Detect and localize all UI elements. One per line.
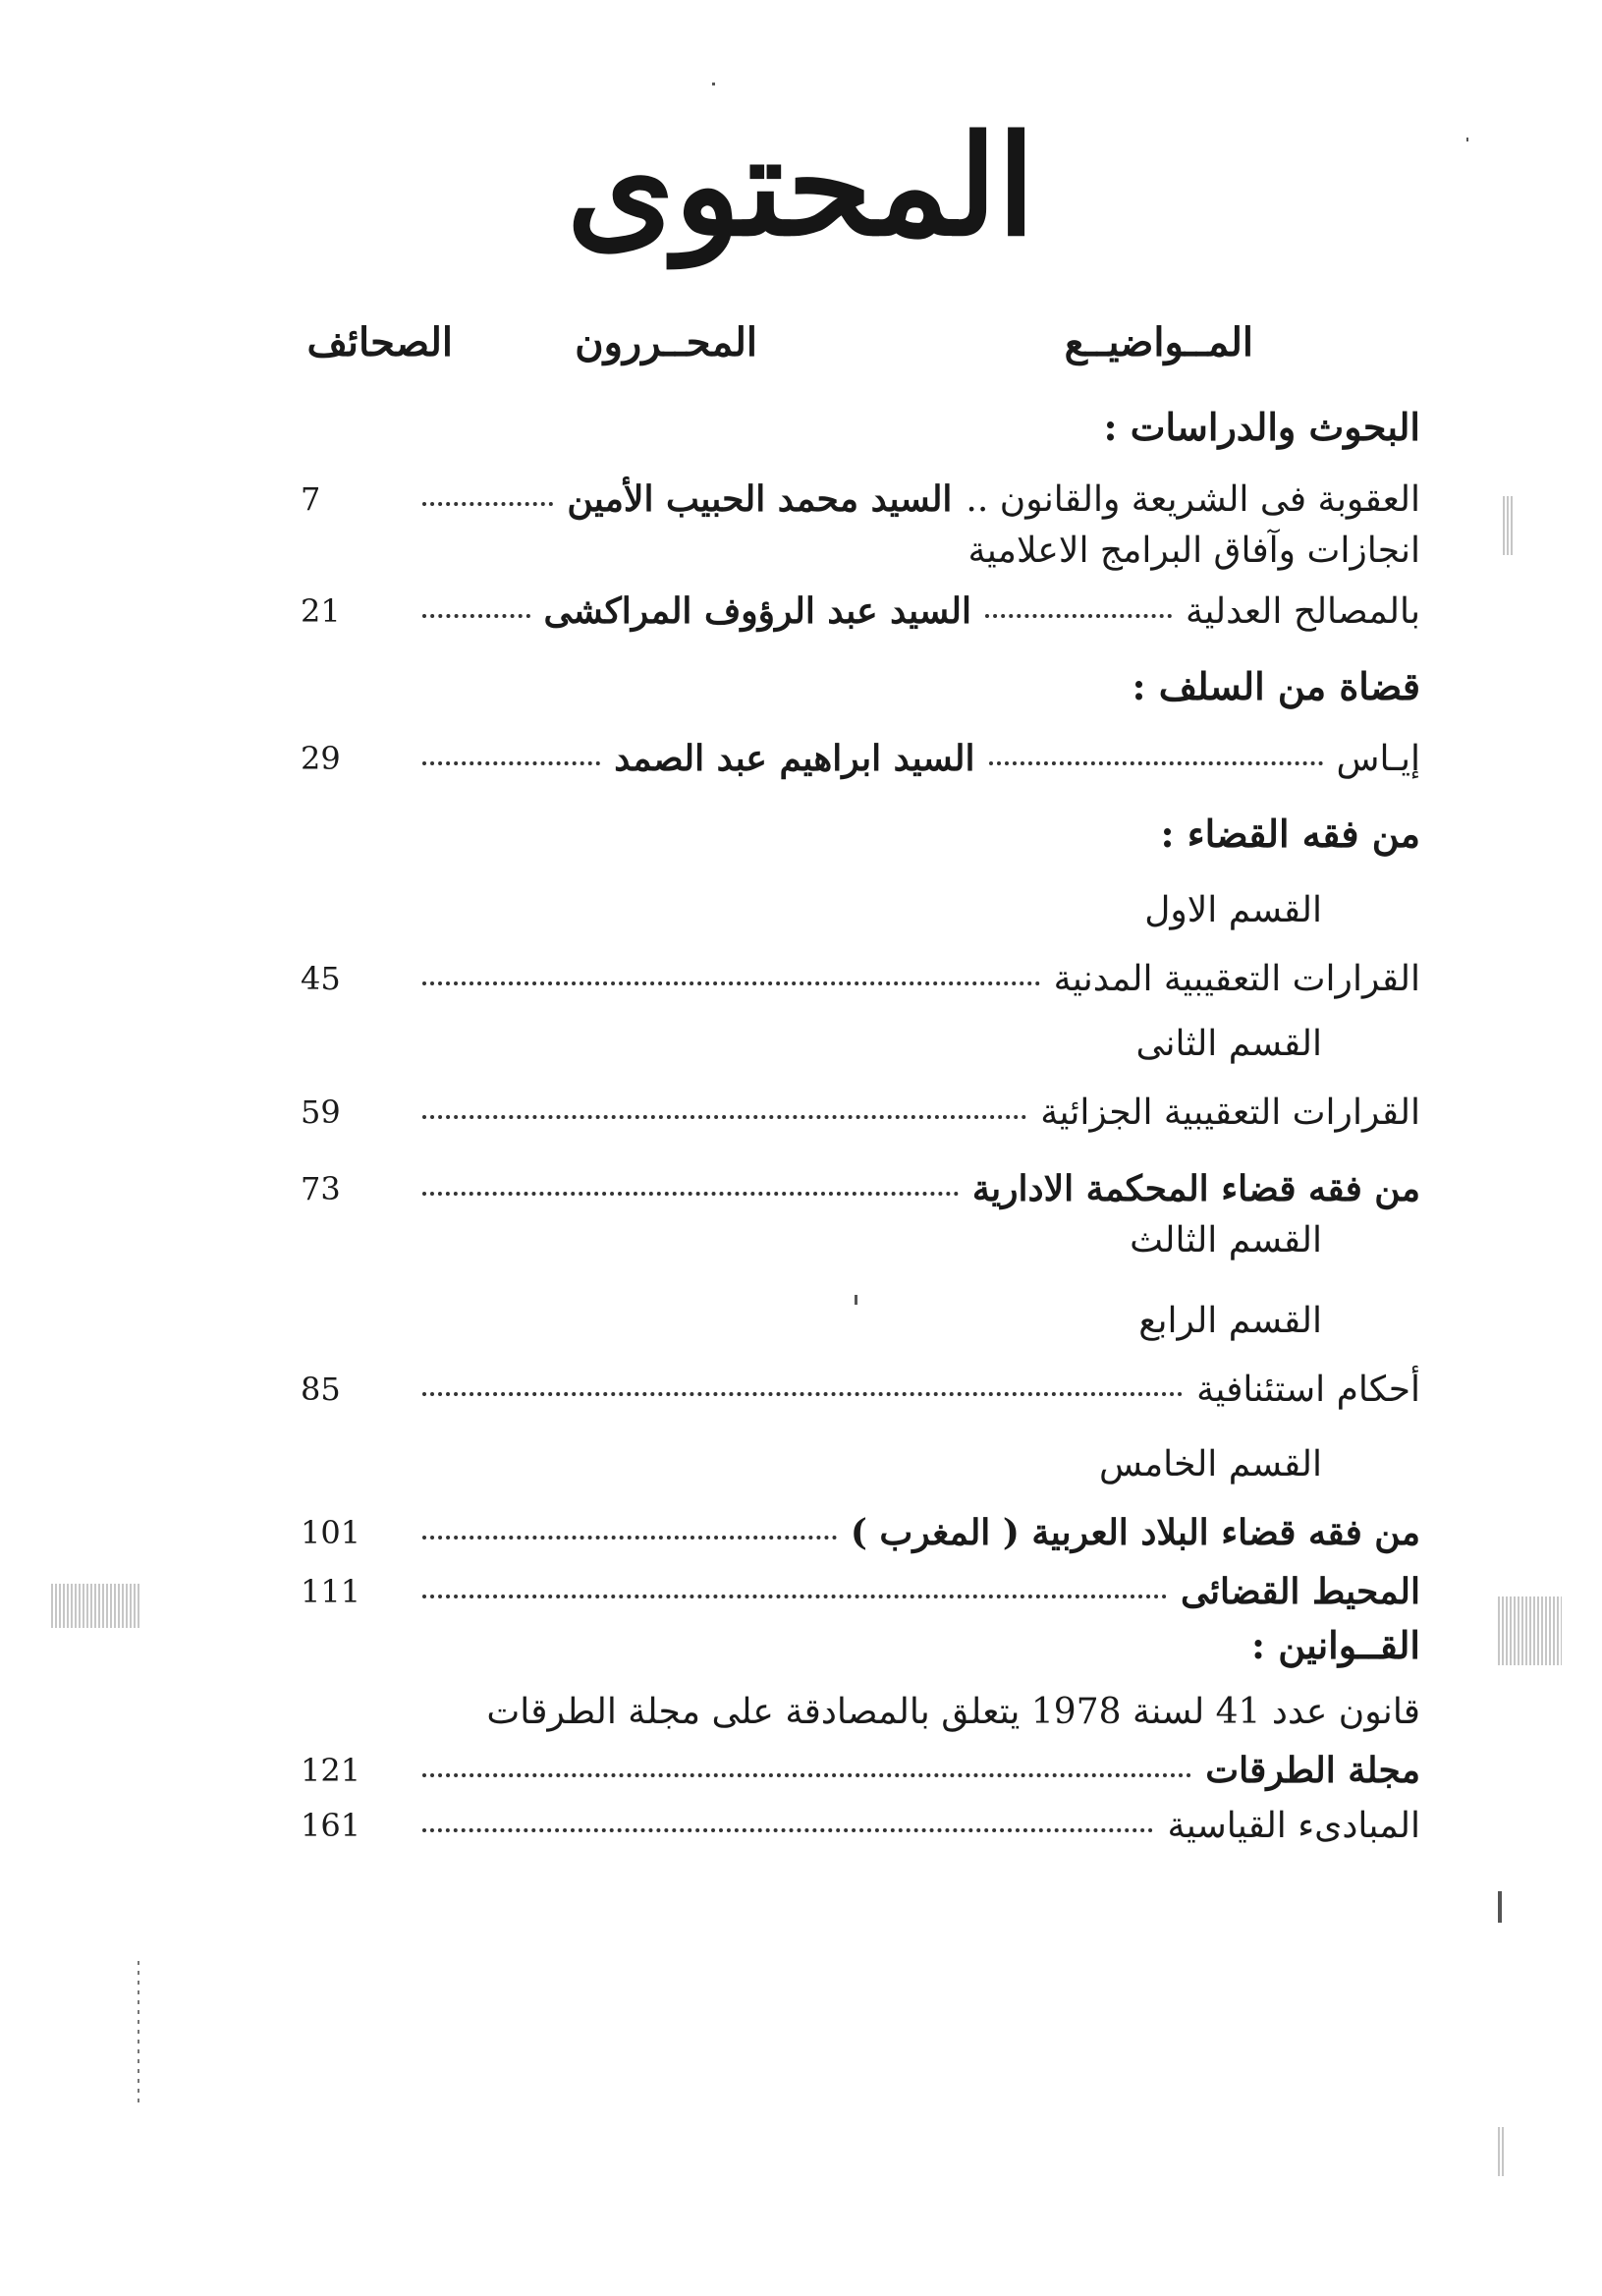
dot-leader (422, 1192, 959, 1196)
scan-speck (712, 83, 715, 85)
toc-subject: القرارات التعقيبية المدنية (1053, 958, 1420, 999)
dot-leader (422, 502, 553, 506)
section-heading-judges: قضاة من السلف : (1132, 664, 1420, 708)
dot-leader (989, 761, 1323, 765)
toc-row (301, 1796, 1420, 1855)
toc-page-number: 85 (301, 1371, 341, 1408)
dot-leader (422, 614, 530, 618)
toc-row (301, 1360, 1420, 1419)
toc-page-number: 121 (301, 1752, 361, 1789)
page-title: المحتوى (566, 106, 1035, 267)
toc-subject-line: قانون عدد 41 لسنة 1978 يتعلق بالمصادقة على مجلة الطرقات (486, 1692, 1420, 1732)
toc-subject: العقوبة فى الشريعة والقانون .. (966, 478, 1420, 520)
scan-grain (1498, 2127, 1506, 2176)
toc-row (301, 1503, 1420, 1562)
toc-row (301, 949, 1420, 1008)
toc-subject: مجلة الطرقات (1205, 1750, 1420, 1791)
toc-subject: من فقه قضاء البلاد العربية ( المغرب ) (850, 1512, 1420, 1553)
dot-leader (422, 1773, 1191, 1777)
column-header-editors: المحــررون (575, 319, 757, 365)
part-label: القسم الاول (1144, 890, 1322, 930)
dot-leader (985, 614, 1172, 618)
toc-row (301, 1562, 1420, 1621)
toc-page-number: 7 (301, 480, 321, 518)
toc-page-number: 45 (301, 960, 341, 997)
scan-speck (1466, 138, 1468, 141)
toc-subject-line: انجازات وآفاق البرامج الاعلامية (967, 531, 1420, 571)
section-heading-research: البحوث والدراسات : (1103, 405, 1420, 449)
scan-grain (51, 1584, 141, 1628)
scan-grain (1498, 1596, 1562, 1665)
section-heading-jurisprudence: من فقه القضاء : (1160, 812, 1420, 856)
toc-subject: من فقه قضاء المحكمة الادارية (971, 1168, 1420, 1209)
toc-subject: المحيط القضائى (1181, 1571, 1420, 1612)
column-header-topics: المــواضيــع (1064, 319, 1253, 365)
toc-subject: بالمصالح العدلية (1186, 590, 1420, 632)
toc-author: السيد محمد الحبيب الأمين (567, 478, 953, 520)
dot-leader (422, 1595, 1167, 1598)
toc-page-number: 21 (301, 592, 341, 630)
toc-row (301, 1741, 1420, 1800)
dot-leader (422, 1392, 1183, 1396)
scan-speck (138, 1955, 139, 2102)
part-label: القسم الثانى (1135, 1024, 1322, 1064)
scan-speck (1498, 1891, 1502, 1923)
column-header-pages: الصحائف (306, 319, 453, 365)
toc-page-number: 101 (301, 1514, 361, 1551)
toc-page-number: 29 (301, 740, 341, 777)
toc-row (301, 470, 1420, 529)
toc-row (301, 729, 1420, 788)
dot-leader (422, 981, 1040, 985)
dot-leader (422, 1115, 1026, 1119)
toc-author: السيد ابراهيم عبد الصمد (614, 738, 975, 779)
toc-subject: المبادىء القياسية (1167, 1805, 1420, 1846)
toc-row (301, 582, 1420, 641)
toc-page-number: 59 (301, 1093, 341, 1131)
toc-row (301, 1083, 1420, 1142)
part-label: القسم الخامس (1098, 1444, 1322, 1484)
scan-speck (855, 1295, 857, 1305)
part-label: القسم الرابع (1138, 1301, 1322, 1341)
toc-page-number: 73 (301, 1170, 341, 1207)
toc-page-number: 161 (301, 1807, 361, 1844)
dot-leader (422, 1536, 837, 1540)
toc-author: السيد عبد الرؤوف المراكشى (543, 590, 972, 632)
dot-leader (422, 761, 600, 765)
part-label: القسم الثالث (1130, 1220, 1322, 1260)
scan-grain (1503, 496, 1513, 555)
section-heading-laws: القــوانين : (1250, 1623, 1420, 1667)
toc-row (301, 1159, 1420, 1218)
toc-subject: إيـاس (1336, 738, 1420, 779)
dot-leader (422, 1828, 1153, 1832)
toc-subject: أحكام استئنافية (1196, 1369, 1420, 1410)
toc-page-number: 111 (301, 1573, 361, 1610)
toc-subject: القرارات التعقيبية الجزائية (1040, 1092, 1420, 1133)
